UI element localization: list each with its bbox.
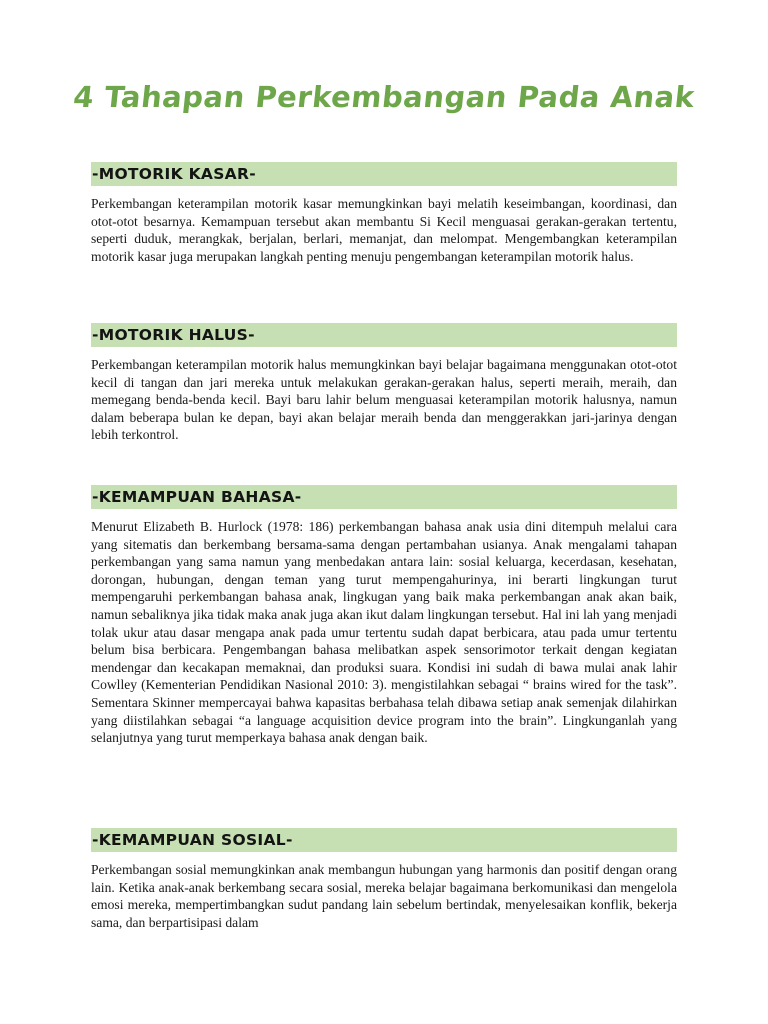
section-heading: -MOTORIK KASAR-	[92, 165, 256, 183]
section-heading-bar	[91, 828, 677, 852]
section-paragraph: Perkembangan keterampilan motorik halus memungkinkan bayi belajar bagaimana menggunakan otot-otot kecil di tangan dan jari mereka untuk melakukan gerakan-gerakan halus, seperti meraih, meraih, dan memegang benda-benda kecil. Bayi baru lahir belum menguasai keterampilan motorik halusnya, namun dalam beberapa bulan ke depan, bayi akan belajar meraih benda dan menggerakkan jari-jarinya dengan lebih terkontrol.	[91, 357, 677, 443]
section-motorik-halus	[91, 323, 677, 444]
section-kemampuan-sosial	[91, 828, 677, 931]
section-heading: -MOTORIK HALUS-	[92, 326, 255, 344]
section-motorik-kasar	[91, 162, 677, 265]
section-heading-bar	[91, 162, 677, 186]
section-paragraph: Perkembangan sosial memungkinkan anak membangun hubungan yang harmonis dan positif dengan orang lain. Ketika anak-anak berkembang secara sosial, mereka belajar bagaimana berkomunikasi dan mengelola emosi mereka, mempertimbangkan sudut pandang lain sebelum bertindak, menyelesaikan konflik, bekerja sama, dan berpartisipasi dalam	[91, 862, 677, 930]
section-heading: -KEMAMPUAN SOSIAL-	[92, 831, 293, 849]
section-heading-bar	[91, 323, 677, 347]
section-paragraph: Perkembangan keterampilan motorik kasar memungkinkan bayi melatih keseimbangan, koordinasi, dan otot-otot besarnya. Kemampuan tersebut akan membantu Si Kecil menguasai gerakan-gerakan tertentu, seperti duduk, merangkak, berjalan, berlari, memanjat, dan melompat. Mengembangkan keterampilan motorik kasar juga merupakan langkah penting menuju pengembangan keterampilan motorik halus.	[91, 196, 677, 264]
section-heading: -KEMAMPUAN BAHASA-	[92, 488, 302, 506]
section-heading-bar	[91, 485, 677, 509]
section-paragraph: Menurut Elizabeth B. Hurlock (1978: 186) perkembangan bahasa anak usia dini ditempuh melalui cara yang sitematis dan berkembang bersama-sama dengan pertambahan usianya. Anak mengalami tahapan perkembangan yang sama namun yang menbedakan antara lain: sosial keluarga, kecerdasan, kesehatan, dorongan, hubungan, dengan teman yang turut mempengahurinya, ini berarti lingkungan turut mempengaruhi perkembangan bahasa anak, lingkugan yang baik maka perkembangan anak akan baik, namun sebaliknya jika tidak maka anak juga akan ikut dalam lingkungan tersebut. Hal ini lah yang menjadi tolak ukur atau dasar mengapa anak pada umur tertentu sudah dapat berbicara, atau pada umur tertentu belum bisa berbicara. Pengembangan bahasa melibatkan aspek sensorimotor terkait dengan kegiatan mendengar dan kecakapan memaknai, dan produksi suara. Kondisi ini sudah di bawa mulai anak lahir Cowlley (Kementerian Pendidikan Nasional 2010: 3). mengistilahkan sebagai “ brains wired for the task”. Sementara Skinner mempercayai bahwa kapasitas berbahasa telah dibawa setiap anak semenjak dilahirkan yang diistilahkan sebagai “a language acquisition device program into the brain”. Lingkunganlah yang selanjutnya yang turut memperkaya bahasa anak dengan baik.	[91, 519, 677, 746]
page-title: 4 Tahapan Perkembangan Pada Anak	[71, 80, 697, 114]
section-kemampuan-bahasa	[91, 485, 677, 747]
